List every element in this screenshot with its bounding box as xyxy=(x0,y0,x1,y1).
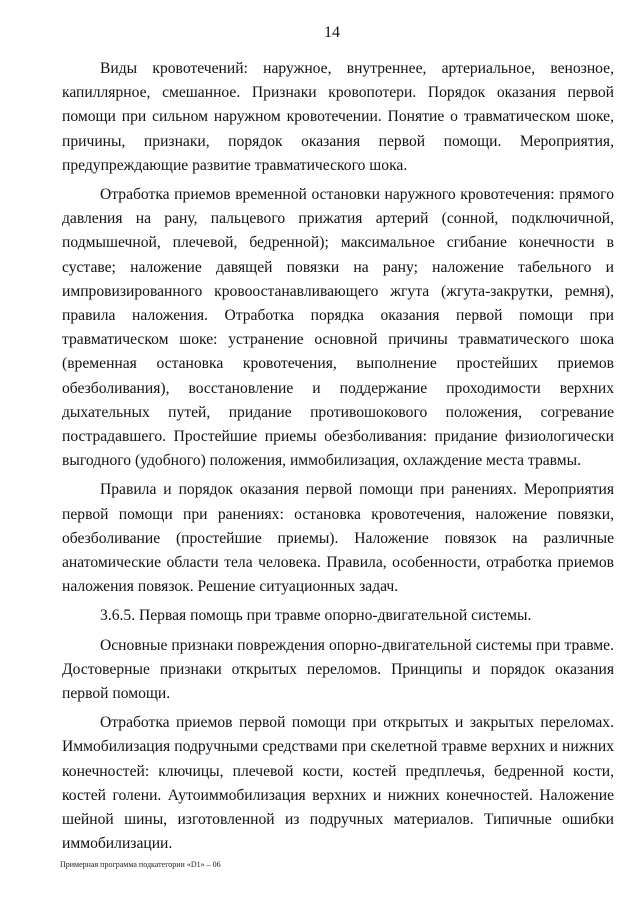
section-heading: 3.6.5. Первая помощь при травме опорно-двигательной системы. xyxy=(100,607,532,625)
body-text xyxy=(62,57,614,857)
paragraph-bleeding-practice: Отработка приемов временной остановки наружного кровотечения: прямого давления на рану, пальцевого прижатия артерий (сонной, подключичной, подмышечной, плечевой, бедренной); максимальное сгибание конечности в суставе; наложение давящей повязки на рану; наложение табельного и импровизированного кровоостанавливающего жгута (жгута-закрутки, ремня), правила наложения. Отработка порядка оказания первой помощи при травматическом шоке: устранение основной причины травматического шока (временная остановка кровотечения, выполнение простейших приемов обезболивания), восстановление и поддержание проходимости верхних дыхательных путей, придание противошокового положения, согревание пострадавшего. Простейшие приемы обезболивания: придание физиологически выгодного (удобного) положения, иммобилизация, охлаждение места травмы. xyxy=(62,186,614,470)
page-number: 14 xyxy=(324,24,340,41)
paragraph-fracture-practice: Отработка приемов первой помощи при открытых и закрытых переломах. Иммобилизация подручными средствами при скелетной травме верхних и нижних конечностей: ключицы, плечевой кости, костей предплечья, бедренной кости, костей голени. Аутоиммобилизация верхних и нижних конечностей. Наложение шейной шины, изготовленной из подручных материалов. Типичные ошибки иммобилизации. xyxy=(62,714,614,853)
paragraph-wounds: Правила и порядок оказания первой помощи при ранениях. Мероприятия первой помощи при ранениях: остановка кровотечения, наложение повязки, обезболивание (простейшие приемы). Наложение повязок на различные анатомические области тела человека. Правила, особенности, отработка приемов наложения повязок. Решение ситуационных задач. xyxy=(62,481,614,596)
page-footer: Примерная программа подкатегории «D1» – 06 xyxy=(60,860,221,869)
paragraph-bleeding-types: Виды кровотечений: наружное, внутреннее, артериальное, венозное, капиллярное, смешанное. Признаки кровопотери. Порядок оказания первой помощи при сильном наружном кровотечении. Понятие о травматическом шоке, причины, признаки, порядок оказания первой помощи. Мероприятия, предупреждающие развитие травматического шока. xyxy=(62,60,614,174)
paragraph-fracture-signs: Основные признаки повреждения опорно-двигательной системы при травме. Достоверные признаки открытых переломов. Принципы и порядок оказания первой помощи. xyxy=(62,636,614,703)
